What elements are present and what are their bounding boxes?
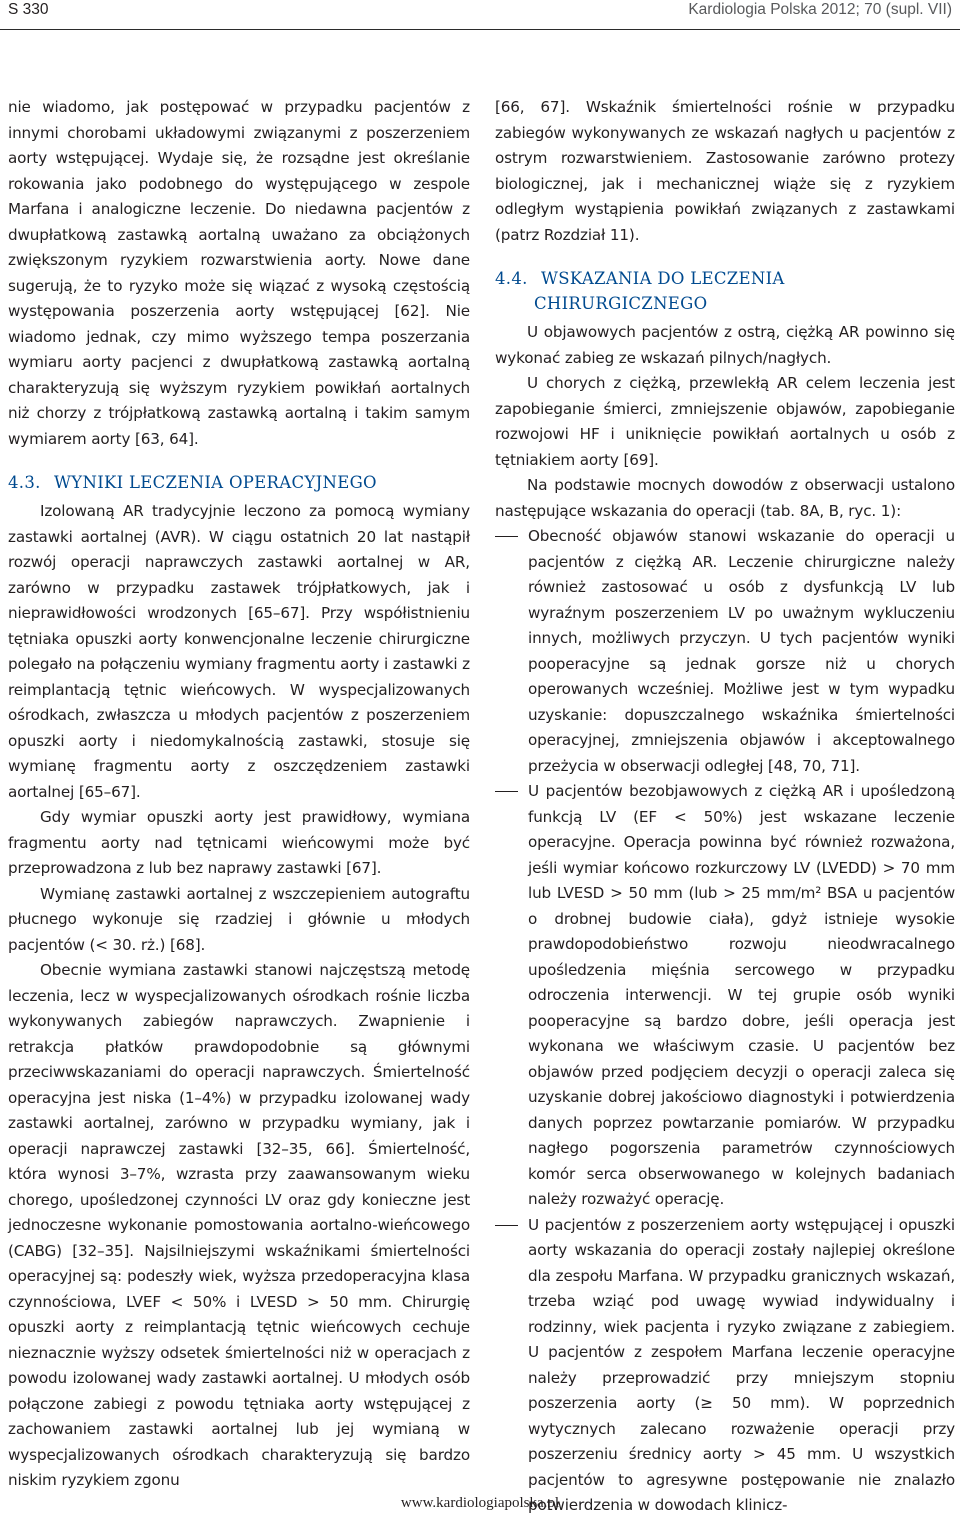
paragraph: Obecnie wymiana zastawki stanowi najczęstszą metodę leczenia, lecz w wyspecjalizowanych ośrodkach rośnie liczba wykonywanych zabiegów naprawczych. Zwapnienie i retrakcja płatków prawdopodobnie są głównymi przeciwwskazaniami do operacji naprawczych. Śmiertelność operacyjna jest niska (1–4%) w przypadku izolowanej wady zastawki aortalnej, zarówno w przypadku wymiany, jak i operacji naprawczej zastawki [32–35, 66]. Śmiertelność, która wynosi 3–7%, wzrasta przy zaawansowanym wieku chorego, upośledzonej czynności LV oraz gdy konieczne jest jednoczesne wykonanie pomostowania aortalno-wieńcowego (CABG) [32–35]. Najsilniejszymi wskaźnikami śmiertelności operacyjnej są: podeszły wiek, wyższa przedoperacyjna klasa czynnościowa, LVEF < 50% i LVESD > 50 mm. Chirurgię opuszki aorty z reimplantacją tętnic wieńcowych cechuje nieznacznie wyższy odsetek śmiertelności niż w operacjach z powodu izolowanej wady zastawki aortalnej. U młodych osób połączone zabiegi z powodu tętniaka aorty wstępującej z zachowaniem zastawki aortalnej lub jej wymianą w wyspecjalizowanych ośrodkach charakteryzują się bardzo niskim ryzykiem zgonu [8, 961, 470, 1489]
paragraph: Izolowaną AR tradycyjnie leczono za pomocą wymiany zastawki aortalnej (AVR). W ciągu ostatnich 20 lat nastąpił rozwój operacji naprawczych zastawki aortalnej w AR, zarówno w przypadku zastawek trójpłatkowych, jak i nieprawidłowości wrodzonych [65–67]. Przy współistnieniu tętniaka opuszki aorty konwencjonalne leczenie chirurgiczne polegało na połączeniu wymiany fragmentu aorty i zastawki z reimplantacją tętnic wieńcowych. W wyspecjalizowanych ośrodkach, zwłaszcza u młodych pacjentów z poszerzeniem opuszki aorty i niedomykalnością zastawki, stosuje się wymianę fragmentu aorty z oszczędzeniem zastawki aortalnej [65–67]. [8, 502, 470, 801]
list-item: U pacjentów bezobjawowych z ciężką AR i upośledzoną funkcją LV (EF < 50%) jest wskazane leczenie operacyjne. Operacja powinna być również rozważona, jeśli wymiar końcowo rozkurczowy LV (LVEDD) > 70 mm lub LVESD > 50 mm (lub > 25 mm/m² BSA u pacjentów o drobnej budowie ciała), gdyż istnieje wysokie prawdopodobieństwo rozwoju nieodwracalnego upośledzenia mięśnia sercowego w przypadku odroczenia interwencji. W tej grupie osób wyniki pooperacyjne są bardzo dobre, jeśli operacja jest wykonana we właściwym czasie. U pacjentów bez objawów przed podjęciem decyzji o operacji zaleca się uzyskanie dobrej jakościowo diagnostyki i potwierdzenia danych poprzez powtarzanie pomiarów. W przypadku nagłego pogorszenia parametrów czynnościowych komór serca obserwowanego w kolejnych badaniach należy rozważyć operację. [495, 779, 955, 1213]
section-title: WYNIKI LECZENIA OPERACYJNEGO [54, 473, 377, 492]
page-header [0, 0, 960, 30]
journal-citation: Kardiologia Polska 2012; 70 (supl. VII) [688, 1, 952, 18]
list-item: Obecność objawów stanowi wskazanie do operacji u pacjentów z ciężką AR. Leczenie chirurgiczne należy również zastosować u osób z dysfunkcją LV lub wyraźnym poszerzeniem LV po uważnym wykluczeniu innych, możliwych przyczyn. U tych pacjentów wyniki pooperacyjne są jednak gorsze niż u chorych operowanych wcześniej. Możliwe jest w tym wypadku uzyskanie: dopuszczalnego wskaźnika śmiertelności operacyjnej, zmniejszenia objawów i akceptowalnego przeżycia w obserwacji odległej [48, 70, 71]. [495, 524, 955, 779]
section-heading-4-4 [495, 266, 955, 316]
paragraph: U objawowych pacjentów z ostrą, ciężką AR powinno się wykonać zabieg ze wskazań pilnych/nagłych. [495, 323, 955, 367]
paragraph: nie wiadomo, jak postępować w przypadku pacjentów z innymi chorobami układowymi związanymi z poszerzeniem aorty wstępującej. Wydaje się, że rozsądne jest określanie rokowania jako podobnego do występującego w zespole Marfana i analogiczne leczenie. Do niedawna pacjentów z dwupłatkową zastawką aortalną uważano za obciążonych zwiększonym ryzykiem rozwarstwienia aorty. Nowe dane sugerują, że to ryzyko może się wiązać z wysoką częstością występowania poszerzenia aorty wstępującej [62]. Nie wiadomo jednak, czy mimo wyższego tempa poszerzania wymiaru aorty pacjenci z dwupłatkową zastawką aortalną charakteryzują się wyższym ryzykiem powikłań aortalnych niż chorzy z trójpłatkową zastawką aortalną i takim samym wymiarem aorty [63, 64]. [8, 98, 470, 448]
paragraph: [66, 67]. Wskaźnik śmiertelności rośnie w przypadku zabiegów wykonywanych ze wskazań nagłych u pacjentów z ostrym rozwarstwieniem. Zastosowanie zarówno protezy biologicznej, jak i mechanicznej wiąże się z ryzykiem odległym wystąpienia powikłań związanych z zastawkami (patrz Rozdział 11). [495, 98, 955, 244]
indication-list [495, 524, 955, 1519]
paragraph: U chorych z ciężką, przewlekłą AR celem leczenia jest zapobieganie śmierci, zmniejszenie objawów, zapobieganie rozwojowi HF i uniknięcie powikłań aortalnych u osób z tętniakiem aorty [69]. [495, 374, 955, 469]
right-column [495, 95, 955, 1519]
left-column [8, 95, 470, 1494]
section-number: 4.4. [495, 269, 528, 288]
list-item: U pacjentów z poszerzeniem aorty wstępującej i opuszki aorty wskazania do operacji zostały najlepiej określone dla zespołu Marfana. W przypadku granicznych wskazań, trzeba wziąć pod uwagę wywiad indywidualny i rodzinny, wiek pacjenta i ryzyko związane z zabiegiem. U pacjentów z zespołem Marfana leczenie operacyjne należy przeprowadzić przy mniejszym stopniu poszerzenia aorty (≥ 50 mm). W poprzednich wytycznych zalecano rozważenie operacji przy poszerzeniu średnicy aorty > 45 mm. U wszystkich pacjentów to agresywne postępowanie nie znalazło potwierdzenia w dowodach klinicz- [495, 1213, 955, 1519]
section-number: 4.3. [8, 473, 41, 492]
paragraph: Na podstawie mocnych dowodów z obserwacji ustalono następujące wskazania do operacji (tab. 8A, B, ryc. 1): [495, 476, 955, 520]
page-number: S 330 [8, 1, 49, 18]
section-title: WSKAZANIA DO LECZENIA [541, 269, 785, 288]
section-title-line-2: CHIRURGICZNEGO [534, 294, 708, 313]
paragraph: Wymianę zastawki aortalnej z wszczepieniem autograftu płucnego wykonuje się rzadziej i głównie u młodych pacjentów (< 30. rż.) [68]. [8, 884, 470, 954]
paragraph: Gdy wymiar opuszki aorty jest prawidłowy, wymiana fragmentu aorty nad tętnicami wieńcowymi może być przeprowadzona z lub bez naprawy zastawki [67]. [8, 808, 470, 877]
section-heading-4-3 [8, 470, 470, 495]
footer-url: www.kardiologiapolska.pl [400, 1495, 560, 1511]
